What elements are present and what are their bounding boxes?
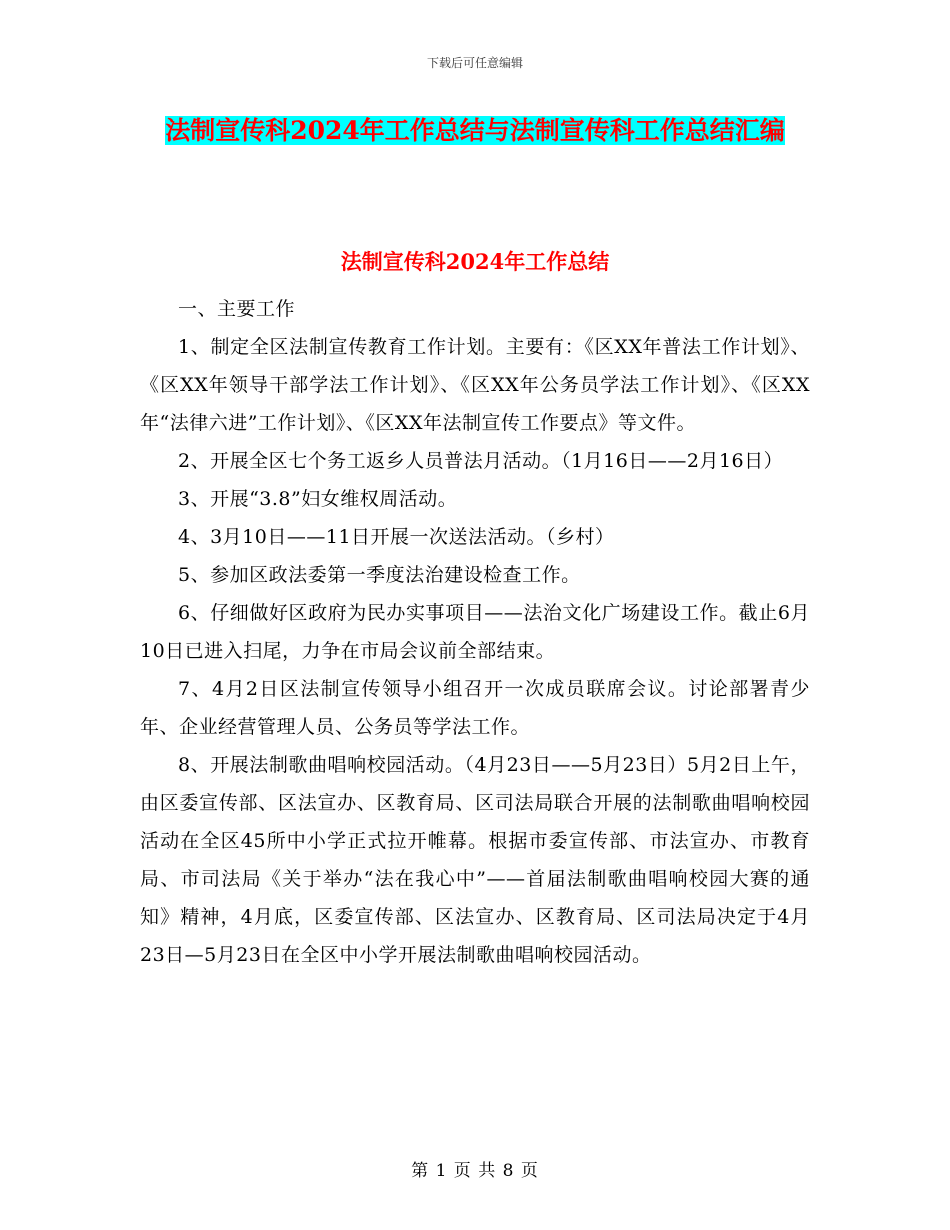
paragraph-item-5: 5、参加区政法委第一季度法治建设检查工作。: [178, 564, 581, 586]
paragraph-item-1: 1、制定全区法制宣传教育工作计划。主要有：《区XX年普法工作计划》、《区XX年领导干部学法工作计划》、《区XX年公务员学法工作计划》、《区XX年“法律六进”工作计划》、《区XX年法制宣传工作要点》等文件。: [140, 336, 810, 434]
header-note: 下载后可任意编辑: [426, 56, 523, 70]
document-title-text: 法制宣传科2024年工作总结与法制宣传科工作总结汇编: [165, 116, 785, 145]
paragraph-item-6: 6、仔细做好区政府为民办实事项目——法治文化广场建设工作。截止6月10日已进入扫尾，力争在市局会议前全部结束。: [140, 602, 810, 662]
paragraph-item-3: 3、开展“3.8”妇女维权周活动。: [178, 488, 458, 510]
paragraph-item-4: 4、3月10日——11日开展一次送法活动。（乡村）: [178, 526, 615, 548]
document-title: [140, 108, 810, 154]
page-number-footer: 第 1 页 共 8 页: [411, 1161, 539, 1181]
section-title: 法制宣传科2024年工作总结: [340, 249, 610, 274]
paragraph-item-7: 7、4月2日区法制宣传领导小组召开一次成员联席会议。讨论部署青少年、企业经营管理人员、公务员等学法工作。: [140, 678, 810, 738]
paragraph-item-8: 8、开展法制歌曲唱响校园活动。（4月23日——5月23日）5月2日上午，由区委宣传部、区法宣办、区教育局、区司法局联合开展的法制歌曲唱响校园活动在全区45所中小学正式拉开帷幕。根据市委宣传部、市法宣办、市教育局、市司法局《关于举办“法在我心中”——首届法制歌曲唱响校园大赛的通知》精神，4月底，区委宣传部、区法宣办、区教育局、区司法局决定于4月23日—5月23日在全区中小学开展法制歌曲唱响校园活动。: [140, 754, 810, 966]
paragraph-heading-main-work: 一、主要工作: [178, 298, 296, 320]
paragraph-item-2: 2、开展全区七个务工返乡人员普法月活动。（1月16日——2月16日）: [178, 450, 784, 472]
document-body: [140, 290, 810, 974]
